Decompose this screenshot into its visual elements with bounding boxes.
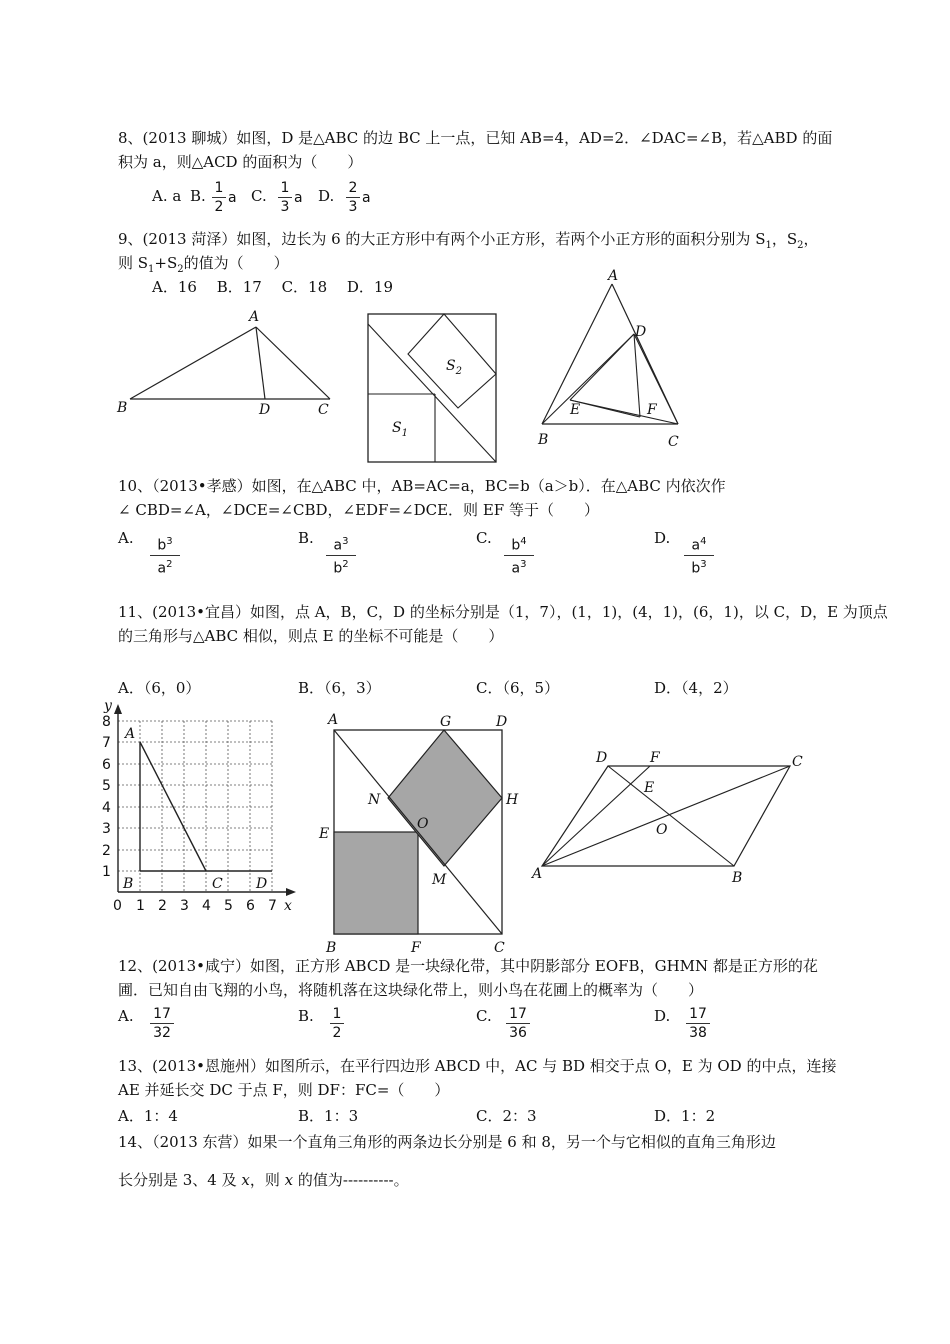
q10-c-den-base: a	[511, 560, 521, 577]
fig11-ytick-4: 4	[102, 800, 111, 816]
q8-opt-b: B.	[190, 187, 206, 205]
q8-frac-d-num: 2	[348, 180, 358, 196]
fig9-s2-letter: S	[446, 358, 456, 374]
q11-opt-b: B．（6，3）	[298, 679, 381, 697]
fig11-xtick-4: 4	[202, 898, 211, 914]
fig12-label-d: D	[496, 714, 508, 730]
q12-opt-a: A.	[118, 1007, 134, 1025]
fig-q13-parallelogram	[528, 742, 818, 882]
fig-q11-grid	[96, 696, 308, 920]
fig12-label-e: E	[319, 826, 330, 842]
q8-line1: 8、(2013 聊城）如图，D 是△ABC 的边 BC 上一点，已知 AB=4，AD=2．∠DAC=∠B，若△ABD 的面	[118, 129, 833, 147]
q9-line2-head: 则 S	[118, 254, 149, 272]
q13-opt-b: B．1：3	[298, 1107, 359, 1125]
q13-opt-c: C．2：3	[476, 1107, 537, 1125]
q12-c-den: 36	[509, 1025, 527, 1041]
q8-opt-c: C.	[251, 187, 267, 205]
q10-a-den	[150, 557, 180, 577]
q9-line1-text: 9、(2013 菏泽）如图，边长为 6 的大正方形中有两个小正方形，若两个小正方形的面积分别为 S	[118, 230, 766, 248]
q13-line1: 13、(2013•恩施州）如图所示，在平行四边形 ABCD 中，AC 与 BD 相交于点 O，E 为 OD 的中点，连接	[118, 1057, 837, 1075]
fig12-label-n: N	[368, 792, 381, 808]
fig10-label-d: D	[635, 324, 647, 340]
fig11-label-a: A	[125, 726, 136, 742]
q11-opt-d: D．（4，2）	[654, 679, 738, 697]
q10-a-den-base: a	[157, 560, 167, 577]
q8-frac-c	[278, 180, 292, 215]
q12-b-den: 2	[332, 1025, 342, 1041]
fig11-xtick-2: 2	[158, 898, 167, 914]
fig11-ytick-7: 7	[102, 735, 111, 751]
q12-opt-b: B.	[298, 1007, 314, 1025]
q10-c-den	[504, 557, 534, 577]
fig12-label-o: O	[417, 816, 429, 832]
q10-frac-a	[150, 534, 180, 576]
q10-opt-c: C.	[476, 529, 492, 547]
q8-frac-d-var: a	[362, 190, 371, 206]
q9-line1-end: ，	[803, 230, 819, 248]
fig9-s1-letter: S	[392, 420, 402, 436]
fig-q8-triangle	[110, 305, 340, 425]
q10-line2: ∠ CBD=∠A，∠DCE=∠CBD，∠EDF=∠DCE．则 EF 等于（ ）	[118, 501, 599, 519]
fig13-label-c: C	[792, 754, 803, 770]
fig11-xtick-6: 6	[246, 898, 255, 914]
fig12-label-m: M	[432, 872, 447, 888]
q9-line2-sub2: 2	[177, 264, 184, 275]
q13-opt-d: D．1：2	[654, 1107, 716, 1125]
fig13-label-e: E	[644, 780, 655, 796]
fig11-ytick-5: 5	[102, 778, 111, 794]
q9-sub1: 1	[765, 240, 772, 251]
q8-frac-d	[346, 180, 360, 215]
q9-line2-tail: 的值为（ ）	[183, 254, 289, 272]
q12-a-den: 32	[153, 1025, 171, 1041]
q8-opt-d: D.	[318, 187, 335, 205]
fig12-label-h: H	[506, 792, 519, 808]
q10-d-num-base: a	[691, 537, 701, 554]
q10-opt-b: B.	[298, 529, 314, 547]
fig10-label-c: C	[668, 434, 679, 450]
fig11-x-label: x	[284, 898, 292, 914]
q10-c-num-exp: 4	[520, 536, 527, 547]
fig11-ytick-6: 6	[102, 757, 111, 773]
q8-frac-b-den: 2	[214, 199, 224, 215]
fig10-label-f: F	[647, 402, 657, 418]
fig12-label-g: G	[440, 714, 452, 730]
q8-frac-b-num: 1	[214, 180, 224, 196]
q12-line1: 12、(2013•咸宁）如图，正方形 ABCD 是一块绿化带，其中阴影部分 EOFB，GHMN 都是正方形的花	[118, 957, 818, 975]
fig12-label-a: A	[328, 712, 339, 728]
q11-opt-c: C．（6，5）	[476, 679, 560, 697]
q10-line1: 10、（2013•孝感）如图，在△ABC 中，AB=AC=a，BC=b（a＞b）．在△ABC 内依次作	[118, 477, 726, 495]
fig12-label-f: F	[411, 940, 421, 954]
q10-d-den-base: b	[691, 560, 701, 577]
q14-line2-mid: ，则	[249, 1171, 285, 1189]
q12-opt-d: D.	[654, 1007, 671, 1025]
q8-frac-b-var: a	[228, 190, 237, 206]
q14-line2-head: 长分别是 3、4 及	[118, 1171, 242, 1189]
q9-line2-mid: +S	[154, 254, 178, 272]
fig13-label-a: A	[532, 866, 543, 882]
q8-frac-c-var: a	[294, 190, 303, 206]
q8-frac-c-num: 1	[280, 180, 290, 196]
fig-q10-triangle	[530, 262, 700, 454]
q10-frac-b	[326, 534, 356, 576]
q12-a-num: 17	[153, 1006, 171, 1022]
q12-frac-a	[150, 1006, 174, 1041]
fig11-xtick-1: 1	[136, 898, 145, 914]
q12-frac-c	[506, 1006, 530, 1041]
fig8-label-b: B	[117, 400, 128, 416]
fig11-xtick-3: 3	[180, 898, 189, 914]
q12-d-num: 17	[689, 1006, 707, 1022]
q8-line2: 积为 a，则△ACD 的面积为（ ）	[118, 153, 363, 171]
q10-frac-d	[684, 534, 714, 576]
q10-d-num-exp: 4	[700, 536, 707, 547]
q10-a-num	[150, 534, 180, 554]
fig9-label-s1	[392, 420, 408, 439]
fig12-shaded-square-eofb	[334, 832, 418, 934]
q10-d-num	[684, 534, 714, 554]
fig10-label-e: E	[570, 402, 581, 418]
fig8-label-a: A	[249, 309, 260, 325]
q12-opt-c: C.	[476, 1007, 492, 1025]
q10-b-den-exp: 2	[342, 558, 349, 570]
q14-var-x2: x	[284, 1171, 294, 1189]
q10-c-num	[504, 534, 534, 554]
fig9-label-s2	[446, 358, 462, 377]
fig9-s2-sub: 2	[455, 366, 462, 377]
q9-line2-sub1: 1	[148, 264, 155, 275]
q12-b-num: 1	[332, 1006, 342, 1022]
fig11-xtick-7: 7	[268, 898, 277, 914]
q11-line1: 11、(2013•宜昌）如图，点 A，B，C，D 的坐标分别是（1，7），(1，1)，(4，1)，(6，1)，以 C，D，E 为顶点	[118, 603, 888, 621]
fig11-ytick-2: 2	[102, 843, 111, 859]
q12-c-num: 17	[509, 1006, 527, 1022]
fig-q12-square	[316, 708, 520, 954]
q12-frac-b	[330, 1006, 344, 1041]
fig11-label-b: B	[123, 876, 134, 892]
q14-line1: 14、（2013 东营）如果一个直角三角形的两条边长分别是 6 和 8，另一个与它相似的直角三角形边	[118, 1133, 776, 1151]
q10-b-num-base: a	[333, 537, 343, 554]
q10-a-num-exp: 3	[166, 536, 173, 547]
q10-opt-a: A.	[118, 529, 134, 547]
fig10-label-a: A	[608, 268, 619, 284]
fig11-xtick-5: 5	[224, 898, 233, 914]
fig8-label-c: C	[318, 402, 329, 418]
fig13-label-f: F	[650, 750, 660, 766]
fig11-label-d: D	[256, 876, 268, 892]
q9-line1-tail: ，S	[771, 230, 798, 248]
q10-frac-c	[504, 534, 534, 576]
q8-frac-d-den: 3	[348, 199, 358, 215]
fig13-label-b: B	[732, 870, 743, 882]
fig8-label-d: D	[259, 402, 271, 418]
q8-opt-a: A. a	[152, 187, 182, 205]
q12-d-den: 38	[689, 1025, 707, 1041]
q14-line2-tail: 的值为----------。	[293, 1171, 409, 1189]
q13-opt-a: A．1：4	[118, 1107, 178, 1125]
q9-line1	[118, 229, 819, 256]
q10-a-num-base: b	[157, 537, 167, 554]
fig9-s1-sub: 1	[401, 428, 408, 439]
q11-opt-a: A．（6，0）	[118, 679, 201, 697]
q10-d-den	[684, 557, 714, 577]
fig-q9-squares	[362, 308, 502, 468]
q10-c-den-exp: 3	[520, 558, 527, 570]
q8-frac-c-den: 3	[280, 199, 290, 215]
q13-line2: AE 并延长交 DC 于点 F，则 DF：FC=（ ）	[118, 1081, 450, 1099]
fig13-label-o: O	[656, 822, 668, 838]
q11-line2: 的三角形与△ABC 相似，则点 E 的坐标不可能是（ ）	[118, 627, 504, 645]
q12-frac-d	[686, 1006, 710, 1041]
fig11-ytick-8: 8	[102, 714, 111, 730]
fig13-label-d: D	[596, 750, 608, 766]
q10-a-den-exp: 2	[166, 558, 173, 570]
fig11-xtick-0: 0	[113, 898, 122, 914]
q14-var-x: x	[241, 1171, 250, 1189]
fig11-label-c: C	[212, 876, 223, 892]
q10-c-num-base: b	[511, 537, 521, 554]
q10-b-den	[326, 557, 356, 577]
q10-b-num-exp: 3	[342, 536, 349, 547]
q12-line2: 圃．已知自由飞翔的小鸟，将随机落在这块绿化带上，则小鸟在花圃上的概率为（ ）	[118, 981, 704, 999]
fig12-label-b: B	[326, 940, 337, 954]
q10-b-den-base: b	[333, 560, 343, 577]
fig11-y-label: y	[104, 698, 112, 714]
q9-sub2: 2	[797, 240, 804, 251]
q9-options: A．16 B．17 C．18 D．19	[152, 278, 394, 296]
q8-frac-b	[212, 180, 226, 215]
fig10-label-b: B	[538, 432, 549, 448]
q10-b-num	[326, 534, 356, 554]
q9-line2	[118, 253, 289, 280]
q10-d-den-exp: 3	[700, 558, 707, 570]
fig12-label-c: C	[494, 940, 505, 954]
q14-line2	[118, 1170, 409, 1190]
fig11-ytick-1: 1	[102, 864, 111, 880]
q10-opt-d: D.	[654, 529, 671, 547]
fig11-ytick-3: 3	[102, 821, 111, 837]
